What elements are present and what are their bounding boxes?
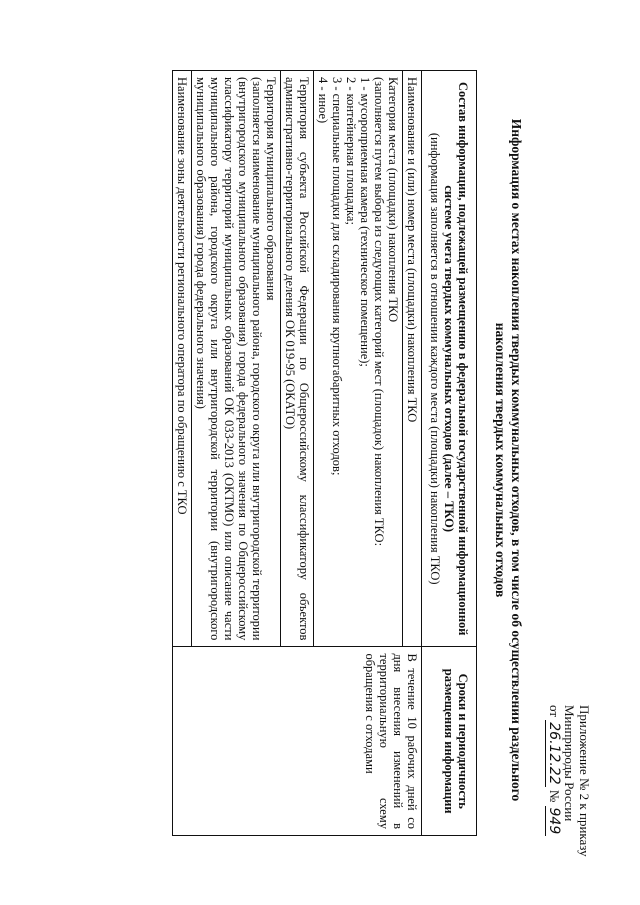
row-category-cell xyxy=(314,71,403,647)
category-line: Категория места (площадки) накопления ТКО xyxy=(386,77,400,323)
category-line: 3 - специальные площадки для складирования крупногабаритных отходов; xyxy=(330,77,344,476)
deadline-cell: В течение 10 рабочих дней со дня внесения изменений в территориальную схему обращения с отходами xyxy=(173,647,422,836)
appendix-number: 949 xyxy=(546,807,562,835)
appendix-line-1: Приложение № 2 к приказу xyxy=(577,705,592,857)
appendix-number-label: № xyxy=(547,789,562,803)
municipal-note: (заполняется наименование муниципального района, городского округа или внутригородской территории (внутригородского муниципального образования) города федерального значения по Общероссийскому классификатору территорий муниципальных образований ОК 033-2013 (ОКТМО) или описание части муниципального района, городского округа или внутригородской территории (внутригородского муниципального образования) города федерального значения) xyxy=(194,77,264,641)
header-cell-content xyxy=(422,71,477,647)
table-row xyxy=(403,71,422,836)
row-subject-cell: Территория субъекта Российской Федерации по Общероссийскому классификатору объектов административно-территориального деления ОК 019-95 (ОКАТО) xyxy=(281,71,314,647)
table-header-row xyxy=(422,71,477,836)
appendix-line-3 xyxy=(546,705,562,875)
row-name-cell: Наименование и (или) номер места (площадки) накопления ТКО xyxy=(403,71,422,647)
appendix-note xyxy=(546,705,592,875)
category-line: 1 - мусороприемная камера (техническое помещение); xyxy=(358,77,372,367)
row-zone-cell: Наименование зоны деятельности регионального оператора по обращению с ТКО xyxy=(173,71,192,647)
header-content-title: Состав информации, подлежащей размещению в федеральной государственной информационной системе учета твердых коммунальных отходов (далее – ТКО) xyxy=(442,81,470,636)
appendix-from-label: от xyxy=(547,705,562,718)
info-table xyxy=(172,70,477,836)
header-cell-deadline: Сроки и периодичность размещения информации xyxy=(422,647,477,836)
row-municipal-cell xyxy=(192,71,281,647)
municipal-title: Территория муниципального образования xyxy=(264,77,278,301)
appendix-line-2: Минприроды России xyxy=(562,705,577,822)
appendix-date: 26.12.22 xyxy=(546,722,562,785)
category-line: (заполняется путем выбора из следующих категорий мест (площадок) накопления ТКО: xyxy=(372,77,386,547)
category-line: 4 - иное) xyxy=(316,77,330,124)
document-title: Информация о местах накопления твердых коммунальных отходов, в том числе об осуществлении раздельного накопления твердых коммунальных отходов xyxy=(493,118,524,802)
header-content-note: (информация заполняется в отношении каждого места (площадки) накопления ТКО) xyxy=(428,132,442,585)
category-line: 2 - контейнерная площадка; xyxy=(344,77,358,225)
